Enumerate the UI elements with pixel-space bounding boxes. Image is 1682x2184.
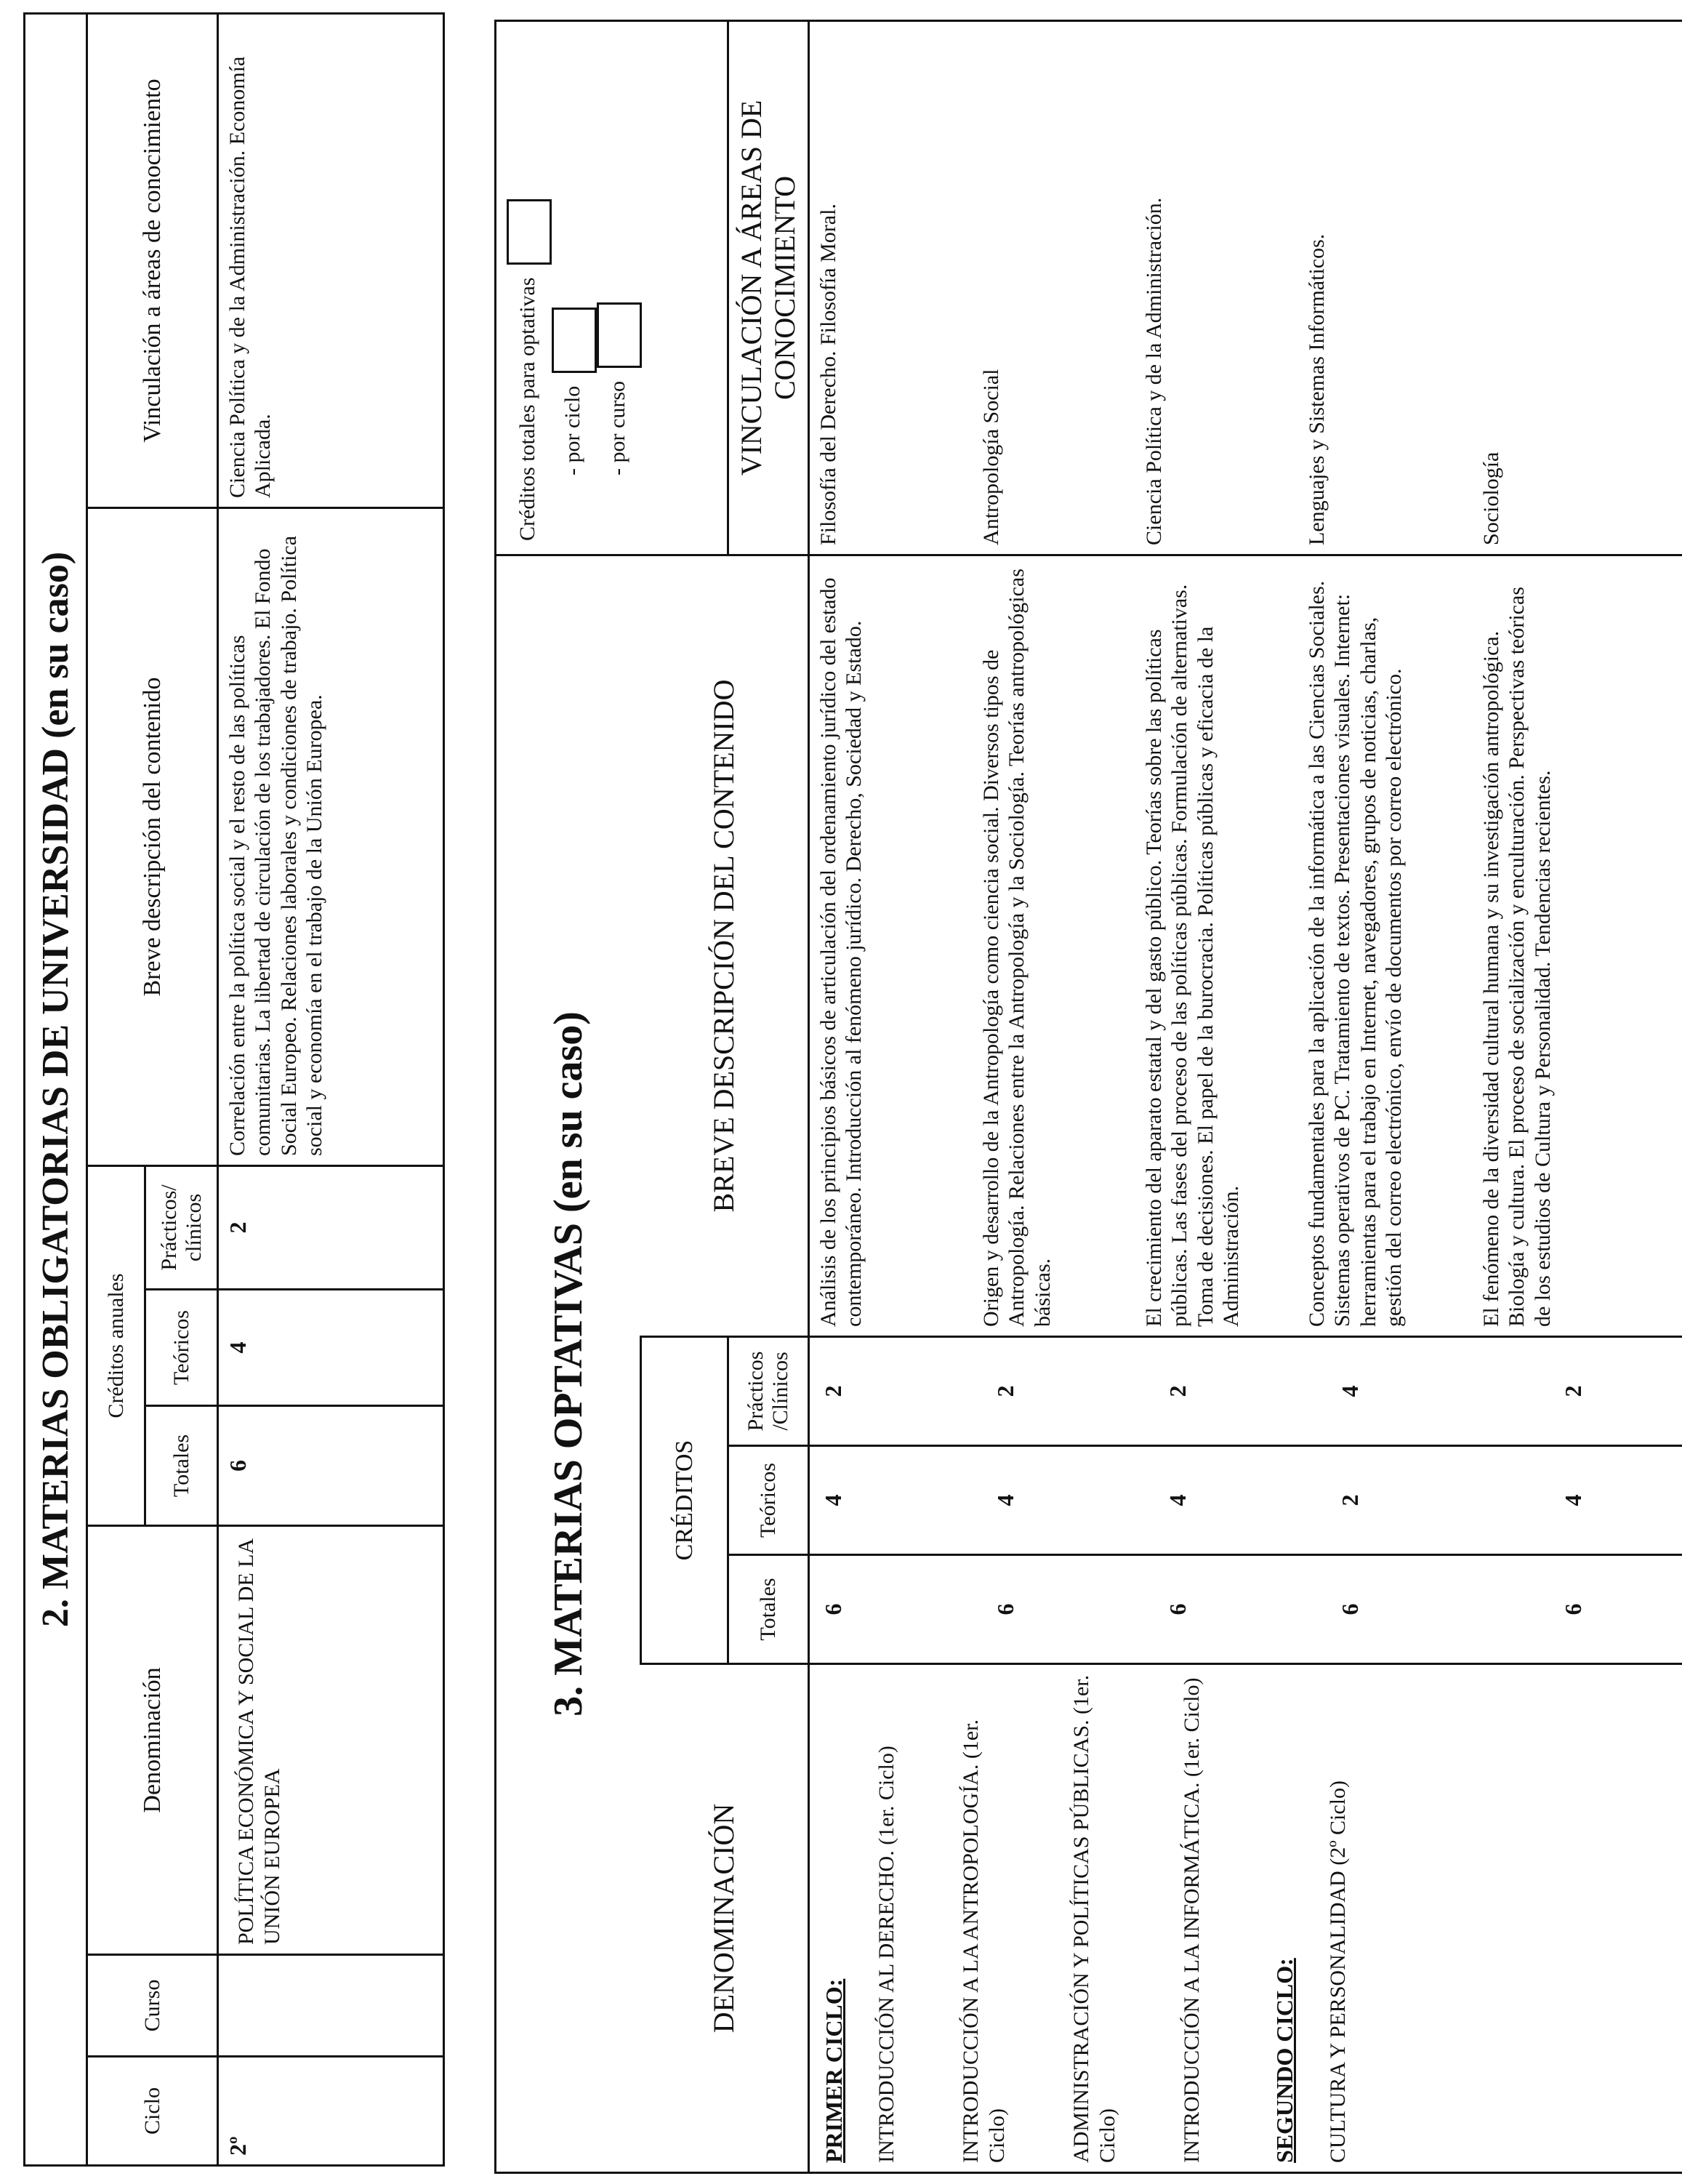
row-practicos: 2 bbox=[218, 1166, 444, 1290]
header-denominacion: Denominación bbox=[87, 1526, 218, 1955]
row-descripcion: Correlación entre la política social y el resto de las políticas comunitarias. La libertad de circulación de los trabajadores. El Fondo Social Europeo. Relaciones laborales y condiciones de trabajo. Política social y economía en el trabajo de la Unión Europea. bbox=[218, 508, 444, 1166]
table-title: 3. MATERIAS OPTATIVAS (en su caso) bbox=[496, 555, 641, 2172]
header-descripcion: BREVE DESCRIPCIÓN DEL CONTENIDO bbox=[641, 555, 809, 1336]
header-creditos: CRÉDITOS bbox=[641, 1337, 728, 1664]
row-totales: 6 bbox=[992, 1603, 1018, 1615]
row-teoricos: 4 bbox=[820, 1494, 846, 1506]
row-totales: 6 bbox=[1164, 1603, 1191, 1615]
header-curso: Curso bbox=[87, 1955, 218, 2057]
row-vinculacion: Antropología Social bbox=[979, 369, 1003, 545]
row-vinculacion: Filosofía del Derecho. Filosofía Moral. bbox=[816, 204, 840, 545]
row-descripcion: Origen y desarrollo de la Antropología como ciencia social. Diversos tipos de Antropología. Relaciones entre la Antropología y la Sociología. Teorías antropológicas básicas. bbox=[979, 569, 1055, 1327]
row-totales: 6 bbox=[1337, 1603, 1363, 1615]
row-teoricos: 4 bbox=[1560, 1494, 1586, 1506]
row-vinculacion: Ciencia Política y de la Administración. bbox=[1142, 197, 1166, 545]
header-creditos-anuales: Créditos anuales bbox=[87, 1166, 145, 1526]
header-practicos: Prácticos/ clínicos bbox=[145, 1166, 218, 1290]
row-descripcion: El fenómeno de la diversidad cultural humana y su investigación antropológica. Biología y cultura. El proceso de socialización y enculturación. Perspectivas teóricas de los estudios de Cultura y Personalidad. Tendencias recientes. bbox=[1479, 587, 1555, 1327]
row-ciclo: 2º bbox=[218, 2057, 444, 2166]
row-descripcion: Conceptos fundamentales para la aplicación de la informática a las Ciencias Sociales. Sistemas operativos de PC. Tratamiento de textos. Presentaciones visuales. Internet: herramientas para el trabajo en Internet, navegadores, grupos de noticias, charlas, gestión del correo electrónico, envío de documentos por correo electrónico. bbox=[1305, 580, 1407, 1327]
por-curso-box bbox=[597, 303, 642, 369]
row-denominacion: CULTURA Y PERSONALIDAD (2º Ciclo) bbox=[1325, 1780, 1350, 2163]
credits-panel bbox=[496, 20, 728, 555]
table-obligatorias bbox=[23, 15, 445, 2167]
row-denominacion: INTRODUCCIÓN A LA INFORMÁTICA. (1er. Ciclo) bbox=[1180, 1677, 1204, 2163]
row-teoricos: 4 bbox=[1164, 1494, 1191, 1506]
por-ciclo-box bbox=[552, 308, 597, 373]
row-totales: 6 bbox=[1560, 1603, 1586, 1615]
table-title: 2. MATERIAS OBLIGATORIAS DE UNIVERSIDAD (en su caso) bbox=[25, 13, 87, 2165]
header-vinculacion: Vinculación a áreas de conocimiento bbox=[87, 13, 218, 507]
row-practicos: 2 bbox=[1560, 1385, 1586, 1397]
header-totales: Totales bbox=[145, 1406, 218, 1526]
row-practicos: 2 bbox=[992, 1385, 1018, 1397]
row-practicos: 2 bbox=[1164, 1385, 1191, 1397]
row-vinculacion: Lenguajes y Sistemas Informáticos. bbox=[1305, 233, 1329, 545]
row-denominacion: INTRODUCCIÓN AL DERECHO. (1er. Ciclo) bbox=[874, 1746, 899, 2163]
por-ciclo-label: - por ciclo bbox=[560, 385, 585, 475]
row-descripcion: El crecimiento del aparato estatal y del gasto público. Teorías sobre las políticas públicas. Las fases del proceso de las políticas públicas. Formulación de alternativas. Toma de decisiones. El papel de la burocracia. Políticas públicas y eficacia de la Administración. bbox=[1142, 584, 1244, 1327]
header-ciclo: Ciclo bbox=[87, 2057, 218, 2166]
row-practicos: 2 bbox=[820, 1385, 846, 1397]
header-vinculacion: VINCULACIÓN A ÁREAS DE CONOCIMIENTO bbox=[728, 20, 809, 555]
section-primer-ciclo: PRIMER CICLO: bbox=[821, 1978, 847, 2163]
row-totales: 6 bbox=[820, 1603, 846, 1615]
row-denominacion: POLÍTICA ECONÓMICA Y SOCIAL DE LA UNIÓN EUROPEA bbox=[218, 1526, 444, 1955]
section-segundo-ciclo: SEGUNDO CICLO: bbox=[1271, 1958, 1298, 2163]
table-optativas bbox=[494, 22, 1682, 2174]
por-curso-label: - por curso bbox=[605, 381, 630, 475]
row-denominacion: INTRODUCCIÓN A LA ANTROPOLOGÍA. (1er. Ciclo) bbox=[959, 1719, 1010, 2163]
row-vinculacion: Sociología bbox=[1479, 451, 1503, 545]
header-descripcion: Breve descripción del contenido bbox=[87, 508, 218, 1166]
header-teoricos: Teóricos bbox=[728, 1446, 809, 1555]
creditos-totales-box bbox=[507, 199, 552, 265]
row-curso bbox=[218, 1955, 444, 2057]
row-teoricos: 4 bbox=[218, 1290, 444, 1406]
row-totales: 6 bbox=[218, 1406, 444, 1526]
row-descripcion: Análisis de los principios básicos de articulación del ordenamiento jurídico del estado contemporáneo. Introducción al fenómeno jurídico. Derecho, Sociedad y Estado. bbox=[816, 577, 866, 1327]
header-teoricos: Teóricos bbox=[145, 1290, 218, 1406]
row-practicos: 4 bbox=[1337, 1385, 1363, 1397]
row-denominacion: ADMINISTRACIÓN Y POLÍTICAS PÚBLICAS. (1er. Ciclo) bbox=[1069, 1674, 1120, 2163]
row-teoricos: 2 bbox=[1337, 1494, 1363, 1506]
row-vinculacion: Ciencia Política y de la Administración. Economía Aplicada. bbox=[218, 13, 444, 507]
header-practicos: Prácticos /Clínicos bbox=[728, 1337, 809, 1446]
header-denominacion: DENOMINACIÓN bbox=[641, 1664, 809, 2173]
row-teoricos: 4 bbox=[992, 1494, 1018, 1506]
creditos-totales-label: Créditos totales para optativas bbox=[515, 277, 539, 541]
header-totales: Totales bbox=[728, 1555, 809, 1664]
